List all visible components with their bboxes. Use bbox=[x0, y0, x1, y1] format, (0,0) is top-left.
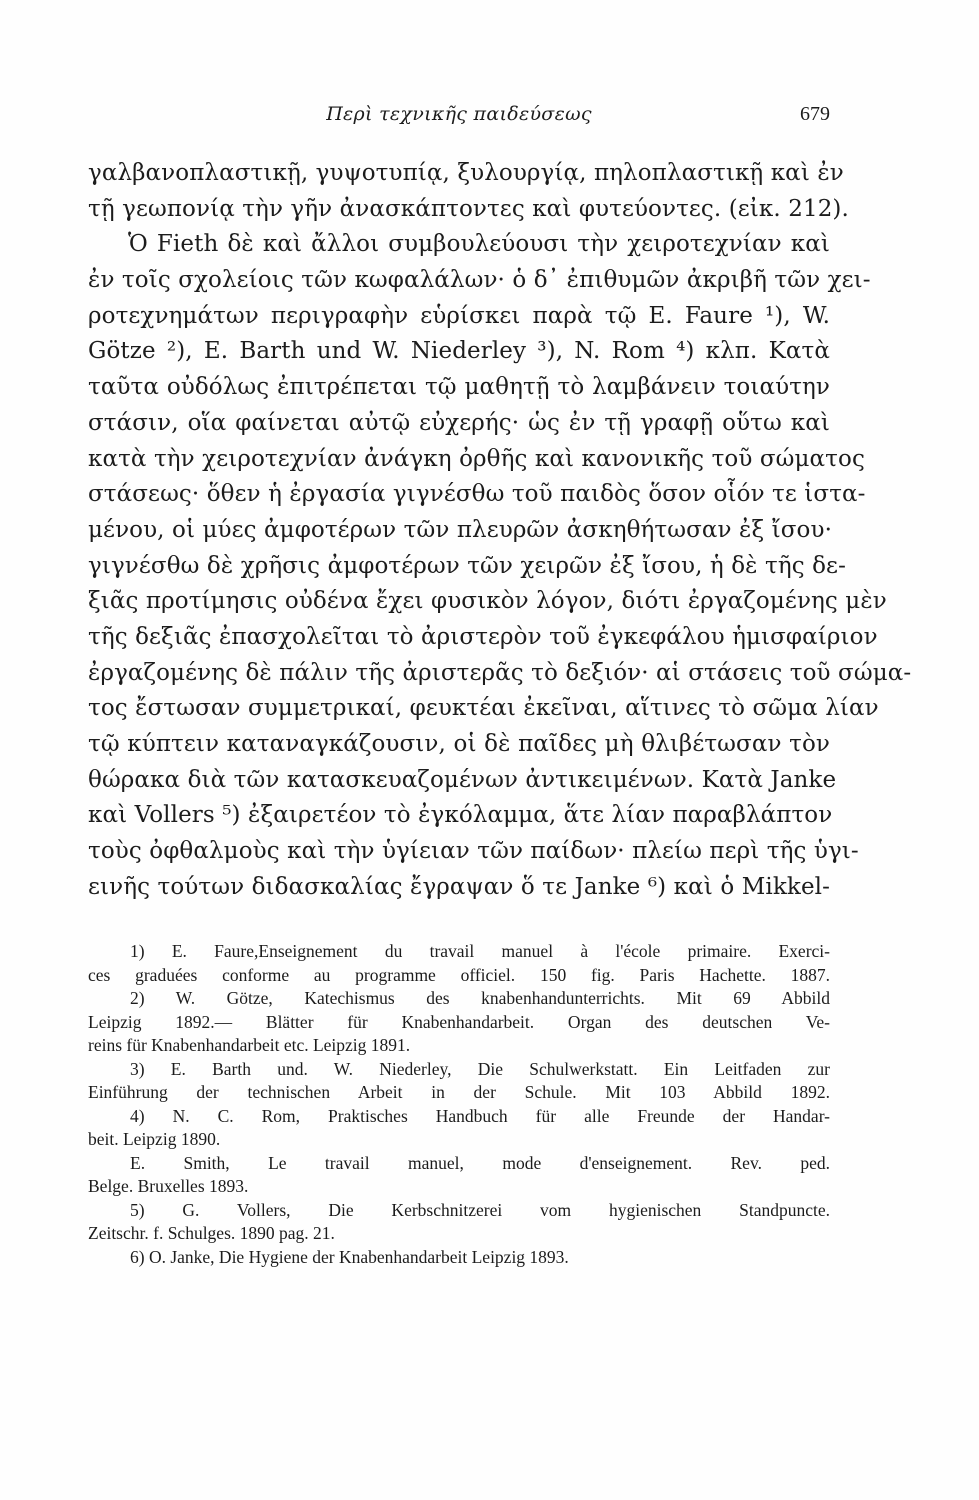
text-line: τῇ γεωπονίᾳ τὴν γῆν ἀνασκάπτοντες καὶ φυτεύοντες. (εἰκ. 212). bbox=[88, 195, 849, 222]
footnote-line: 1) E. Faure,Enseignement du travail manuel à l'école primaire. Exerci- bbox=[130, 941, 830, 961]
text-line: καὶ Vollers ⁵) ἐξαιρετέον τὸ ἐγκόλαμμα, ἅτε λίαν παραβλάπτον bbox=[88, 802, 833, 829]
text-line: Götze ²), E. Barth und W. Niederley ³), N. Rom ⁴) κλπ. Κατὰ bbox=[88, 338, 830, 365]
text-line: κατὰ τὴν χειροτεχνίαν ἀνάγκη ὀρθῆς καὶ κανονικῆς τοῦ σώματος bbox=[88, 445, 865, 472]
text-line: μένου, οἱ μύες ἀμφοτέρων τῶν πλευρῶν ἀσκηθήτωσαν ἐξ ἴσου· bbox=[88, 516, 832, 543]
footnote-line: 2) W. Götze, Katechismus des knabenhandunterrichts. Mit 69 Abbild bbox=[130, 988, 830, 1008]
text-line: γαλβανοπλαστικῇ, γυψοτυπίᾳ, ξυλουργίᾳ, πηλοπλαστικῇ καὶ ἐν bbox=[88, 160, 844, 186]
page-header bbox=[88, 103, 830, 133]
footnote-line: 6) O. Janke, Die Hygiene der Knabenhandarbeit Leipzig 1893. bbox=[130, 1246, 569, 1267]
footnote-line: Einführung der technischen Arbeit in der Schule. Mit 103 Abbild 1892. bbox=[88, 1082, 830, 1102]
text-line: τῷ κύπτειν καταναγκάζουσιν, οἱ δὲ παῖδες μὴ θλιβέτωσαν τὸν bbox=[88, 731, 830, 757]
footnote-line: ces graduées conforme au programme officiel. 150 fig. Paris Hachette. 1887. bbox=[88, 964, 830, 985]
text-line: ταῦτα οὐδόλως ἐπιτρέπεται τῷ μαθητῇ τὸ λαμβάνειν τοιαύτην bbox=[88, 374, 830, 401]
footnote-line: reins für Knabenhandarbeit etc. Leipzig 1891. bbox=[88, 1035, 411, 1055]
footnote-line: Belge. Bruxelles 1893. bbox=[88, 1176, 249, 1196]
text-line: Ὁ Fieth δὲ καὶ ἄλλοι συμβουλεύουσι τὴν χειροτεχνίαν καὶ bbox=[128, 231, 830, 258]
footnote-line: beit. Leipzig 1890. bbox=[88, 1129, 221, 1149]
footnote-line: 3) E. Barth und. W. Niederley, Die Schulwerkstatt. Ein Leitfaden zur bbox=[130, 1058, 830, 1079]
text-line: τοὺς ὀφθαλμοὺς καὶ τὴν ὑγίειαν τῶν παίδων· πλείω περὶ τῆς ὑγι- bbox=[88, 838, 859, 865]
footnote-line: 4) N. C. Rom, Praktisches Handbuch für alle Freunde der Handar- bbox=[130, 1105, 830, 1126]
text-line: ἐν τοῖς σχολείοις τῶν κωφαλάλων· ὁ δ᾽ ἐπιθυμῶν ἀκριβῆ τῶν χει- bbox=[88, 267, 871, 294]
text-line: στάσιν, οἵα φαίνεται αὐτῷ εὐχερής· ὡς ἐν τῇ γραφῇ οὕτω καὶ bbox=[88, 409, 830, 436]
text-line: γιγνέσθω δὲ χρῆσις ἀμφοτέρων τῶν χειρῶν ἐξ ἴσου, ἡ δὲ τῆς δε- bbox=[88, 552, 846, 579]
text-line: στάσεως· ὅθεν ἡ ἐργασία γιγνέσθω τοῦ παιδὸς ὅσον οἷόν τε ἱστα- bbox=[88, 481, 866, 508]
footnote-line: 5) G. Vollers, Die Kerbschnitzerei vom hygienischen Standpuncte. bbox=[130, 1199, 830, 1220]
text-line: ἐργαζομένης δὲ πάλιν τῆς ἀριστερᾶς τὸ δεξιόν· αἱ στάσεις τοῦ σώμα- bbox=[88, 659, 912, 686]
page-number: 679 bbox=[800, 103, 830, 125]
footnote-line: E. Smith, Le travail manuel, mode d'enseignement. Rev. ped. bbox=[130, 1152, 830, 1173]
footnote-line: Leipzig 1892.— Blätter für Knabenhandarbeit. Organ des deutschen Ve- bbox=[88, 1011, 830, 1032]
text-line: ροτεχνημάτων περιγραφὴν εὑρίσκει παρὰ τῷ E. Faure ¹), W. bbox=[88, 302, 830, 329]
footnotes bbox=[88, 940, 830, 1269]
main-text bbox=[88, 156, 912, 905]
text-line: εινῆς τούτων διδασκαλίας ἔγραψαν ὅ τε Janke ⁶) καὶ ὁ Mikkel- bbox=[88, 873, 830, 900]
text-line: θώρακα διὰ τῶν κατασκευαζομένων ἀντικειμένων. Κατὰ Janke bbox=[88, 766, 837, 793]
footnote-line: Zeitschr. f. Schulges. 1890 pag. 21. bbox=[88, 1223, 335, 1243]
text-line: τος ἔστωσαν συμμετρικαί, φευκτέαι ἐκεῖναι, αἵτινες τὸ σῶμα λίαν bbox=[88, 695, 879, 722]
text-line: τῆς δεξιᾶς ἐπασχολεῖται τὸ ἀριστερὸν τοῦ ἐγκεφάλου ἡμισφαίριον bbox=[88, 623, 878, 650]
text-line: ξιᾶς προτίμησις οὐδένα ἔχει φυσικὸν λόγον, διότι ἐργαζομένης μὲν bbox=[88, 588, 887, 615]
running-head: Περὶ τεχνικῆς παιδεύσεως bbox=[326, 103, 592, 125]
